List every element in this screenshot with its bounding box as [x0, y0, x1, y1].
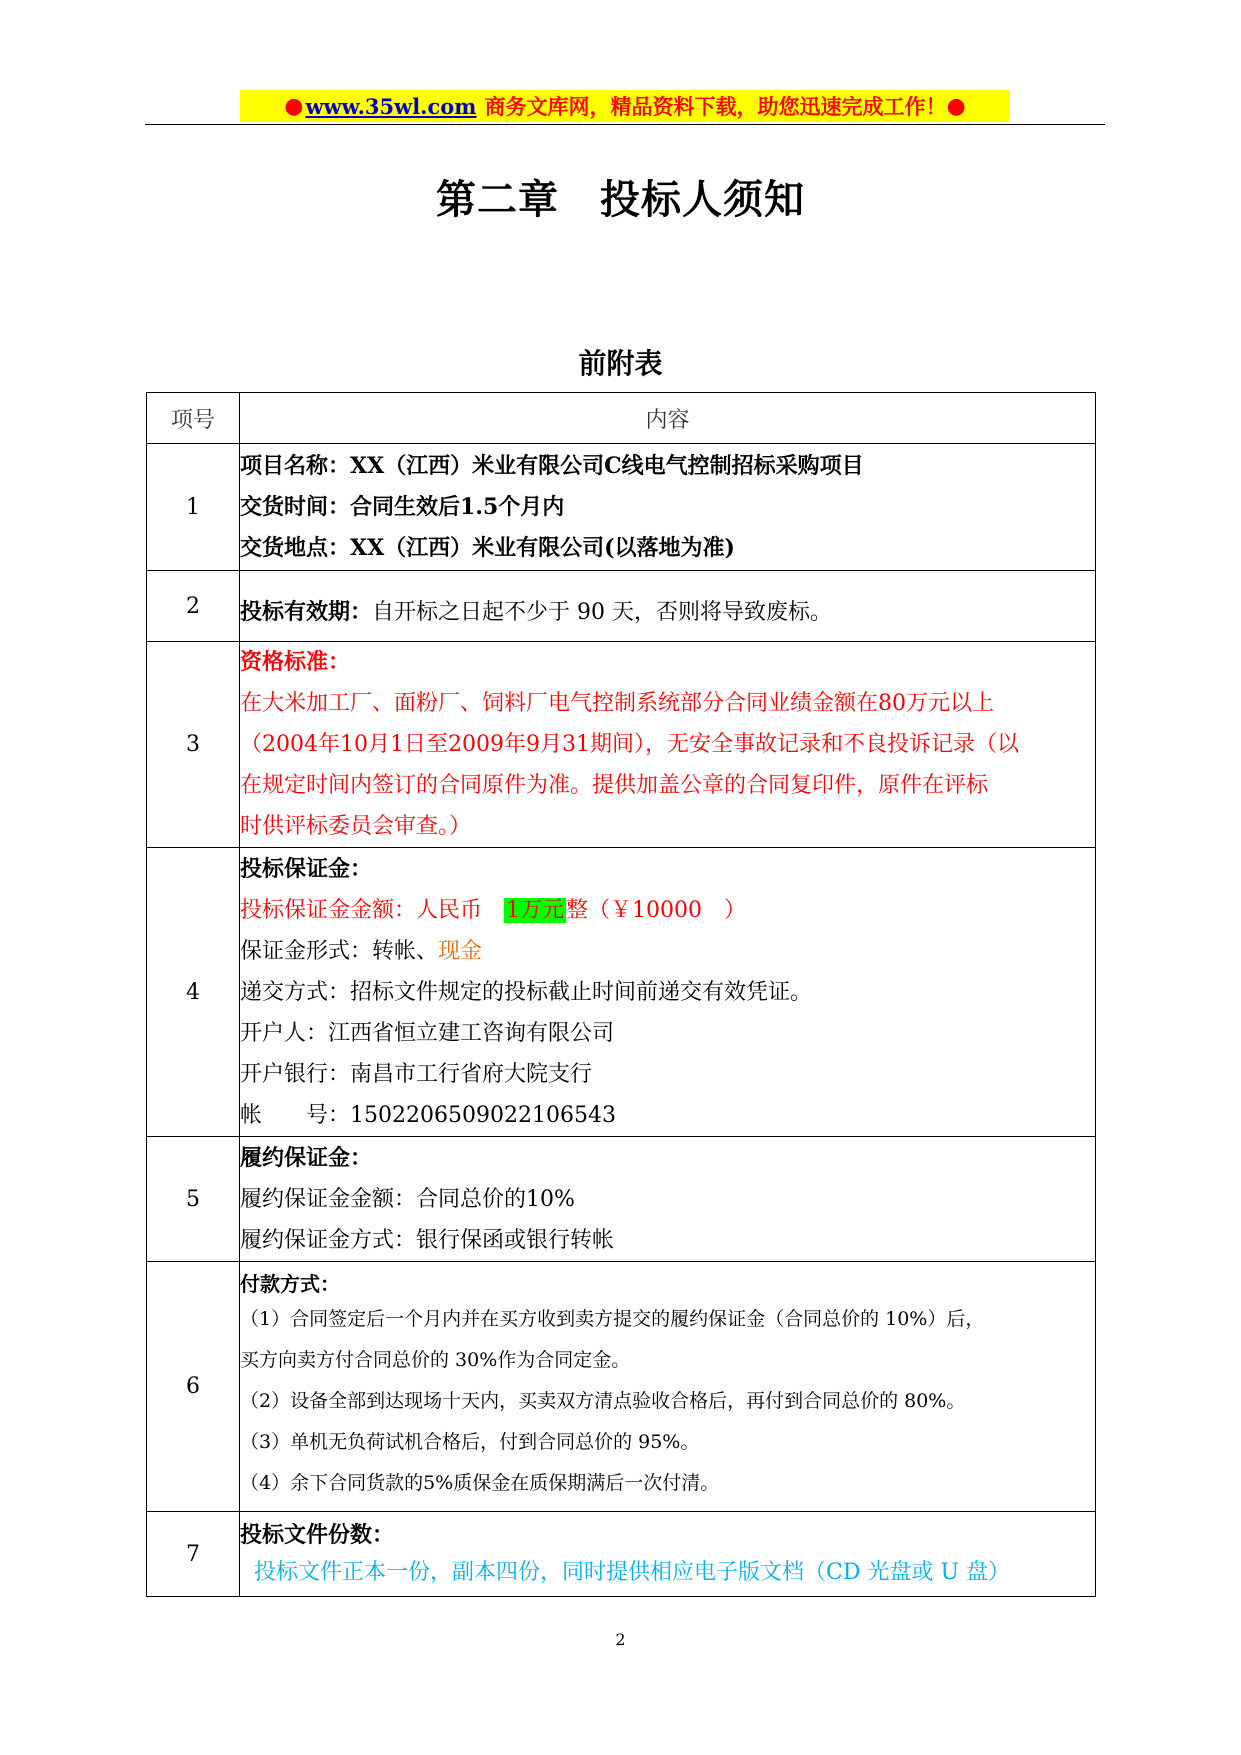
table-row [147, 1512, 1096, 1597]
row-number: 5 [147, 1137, 240, 1262]
bullet-icon: ● [284, 93, 304, 119]
table-row [147, 571, 1096, 642]
row-content [240, 571, 1096, 642]
table-row [147, 1262, 1096, 1512]
payment-term: （4）余下合同货款的5%质保金在质保期满后一次付清。 [240, 1472, 720, 1494]
bank-name: 开户银行：南昌市工行省府大院支行 [240, 1061, 593, 1087]
performance-bond-amount: 履约保证金金额：合同总价的10% [240, 1186, 575, 1212]
site-link[interactable]: www.35wl.com [305, 93, 477, 119]
row-number: 2 [147, 571, 240, 642]
bond-form-cash: 现金 [438, 938, 483, 964]
account-number: 帐 号：1502206509022106543 [240, 1102, 616, 1128]
page-number: 2 [615, 1630, 626, 1649]
project-name: 项目名称：XX（江西）米业有限公司C线电气控制招标采购项目 [240, 452, 864, 479]
table-row [147, 642, 1096, 848]
payment-term: （3）单机无负荷试机合格后，付到合同总价的 95%。 [240, 1431, 700, 1453]
qualification-text: 在规定时间内签订的合同原件为准。提供加盖公章的合同复印件，原件在评标 [240, 773, 989, 798]
delivery-place: 交货地点：XX（江西）米业有限公司(以落地为准) [240, 534, 735, 561]
table-row [147, 848, 1096, 1137]
copies-label: 投标文件份数： [240, 1522, 395, 1548]
row-number: 6 [147, 1262, 240, 1512]
performance-bond-method: 履约保证金方式：银行保函或银行转帐 [240, 1227, 615, 1253]
table-row [147, 444, 1096, 571]
table-row [147, 1137, 1096, 1262]
row-number: 1 [147, 444, 240, 571]
qualification-text: 时供评标委员会审查。） [240, 814, 472, 839]
bond-form [240, 931, 1095, 972]
bullet-icon: ● [946, 93, 966, 119]
row-content [240, 1137, 1096, 1262]
validity-text: 自开标之日起不少于 90 天，否则将导致废标。 [372, 599, 832, 625]
header-banner [240, 90, 1010, 122]
bid-bond-label: 投标保证金： [240, 855, 373, 882]
payment-term: 买方向卖方付合同总价的 30%作为合同定金。 [240, 1349, 631, 1371]
delivery-time: 交货时间：合同生效后1.5个月内 [240, 493, 565, 520]
account-holder: 开户人：江西省恒立建工咨询有限公司 [240, 1020, 615, 1046]
payment-term: （2）设备全部到达现场十天内，买卖双方清点验收合格后，再付到合同总价的 80%。 [240, 1390, 966, 1412]
amount-prefix: 投标保证金金额：人民币 [240, 897, 505, 923]
bond-form-prefix: 保证金形式：转帐、 [240, 938, 439, 964]
qualification-text: 在大米加工厂、面粉厂、饲料厂电气控制系统部分合同业绩金额在80万元以上 [240, 691, 994, 716]
performance-bond-label: 履约保证金： [240, 1144, 373, 1171]
row-number: 4 [147, 848, 240, 1137]
column-header-num: 项号 [147, 393, 240, 444]
appendix-table [146, 392, 1096, 1597]
table-title: 前附表 [578, 347, 663, 380]
banner-slogan: 商务文库网，精品资料下载，助您迅速完成工作！ [484, 94, 947, 119]
qualification-label: 资格标准： [240, 649, 351, 675]
chapter-title: 第二章 投标人须知 [436, 176, 805, 223]
amount-suffix: 整（￥10000 ） [566, 897, 747, 923]
row-content [240, 1512, 1096, 1597]
table-header-row [147, 393, 1096, 444]
delivery-method: 递交方式：招标文件规定的投标截止时间前递交有效凭证。 [240, 979, 813, 1005]
row-content [240, 444, 1096, 571]
row-content [240, 642, 1096, 848]
row-number: 7 [147, 1512, 240, 1597]
qualification-text: （2004年10月1日至2009年9月31期间），无安全事故记录和不良投诉记录（以 [240, 732, 1019, 757]
payment-term: （1）合同签定后一个月内并在买方收到卖方提交的履约保证金（合同总价的 10%）后， [240, 1308, 985, 1330]
row-content [240, 848, 1096, 1137]
bid-bond-amount [240, 890, 1095, 931]
row-content [240, 1262, 1096, 1512]
row-number: 3 [147, 642, 240, 848]
validity-label: 投标有效期： [240, 598, 373, 625]
header-divider [145, 124, 1105, 125]
column-header-content: 内容 [240, 393, 1096, 444]
copies-text: 投标文件正本一份，副本四份，同时提供相应电子版文档（CD 光盘或 U 盘） [254, 1560, 1010, 1585]
amount-highlight: 1万元 [506, 897, 565, 923]
payment-label: 付款方式： [240, 1272, 340, 1296]
